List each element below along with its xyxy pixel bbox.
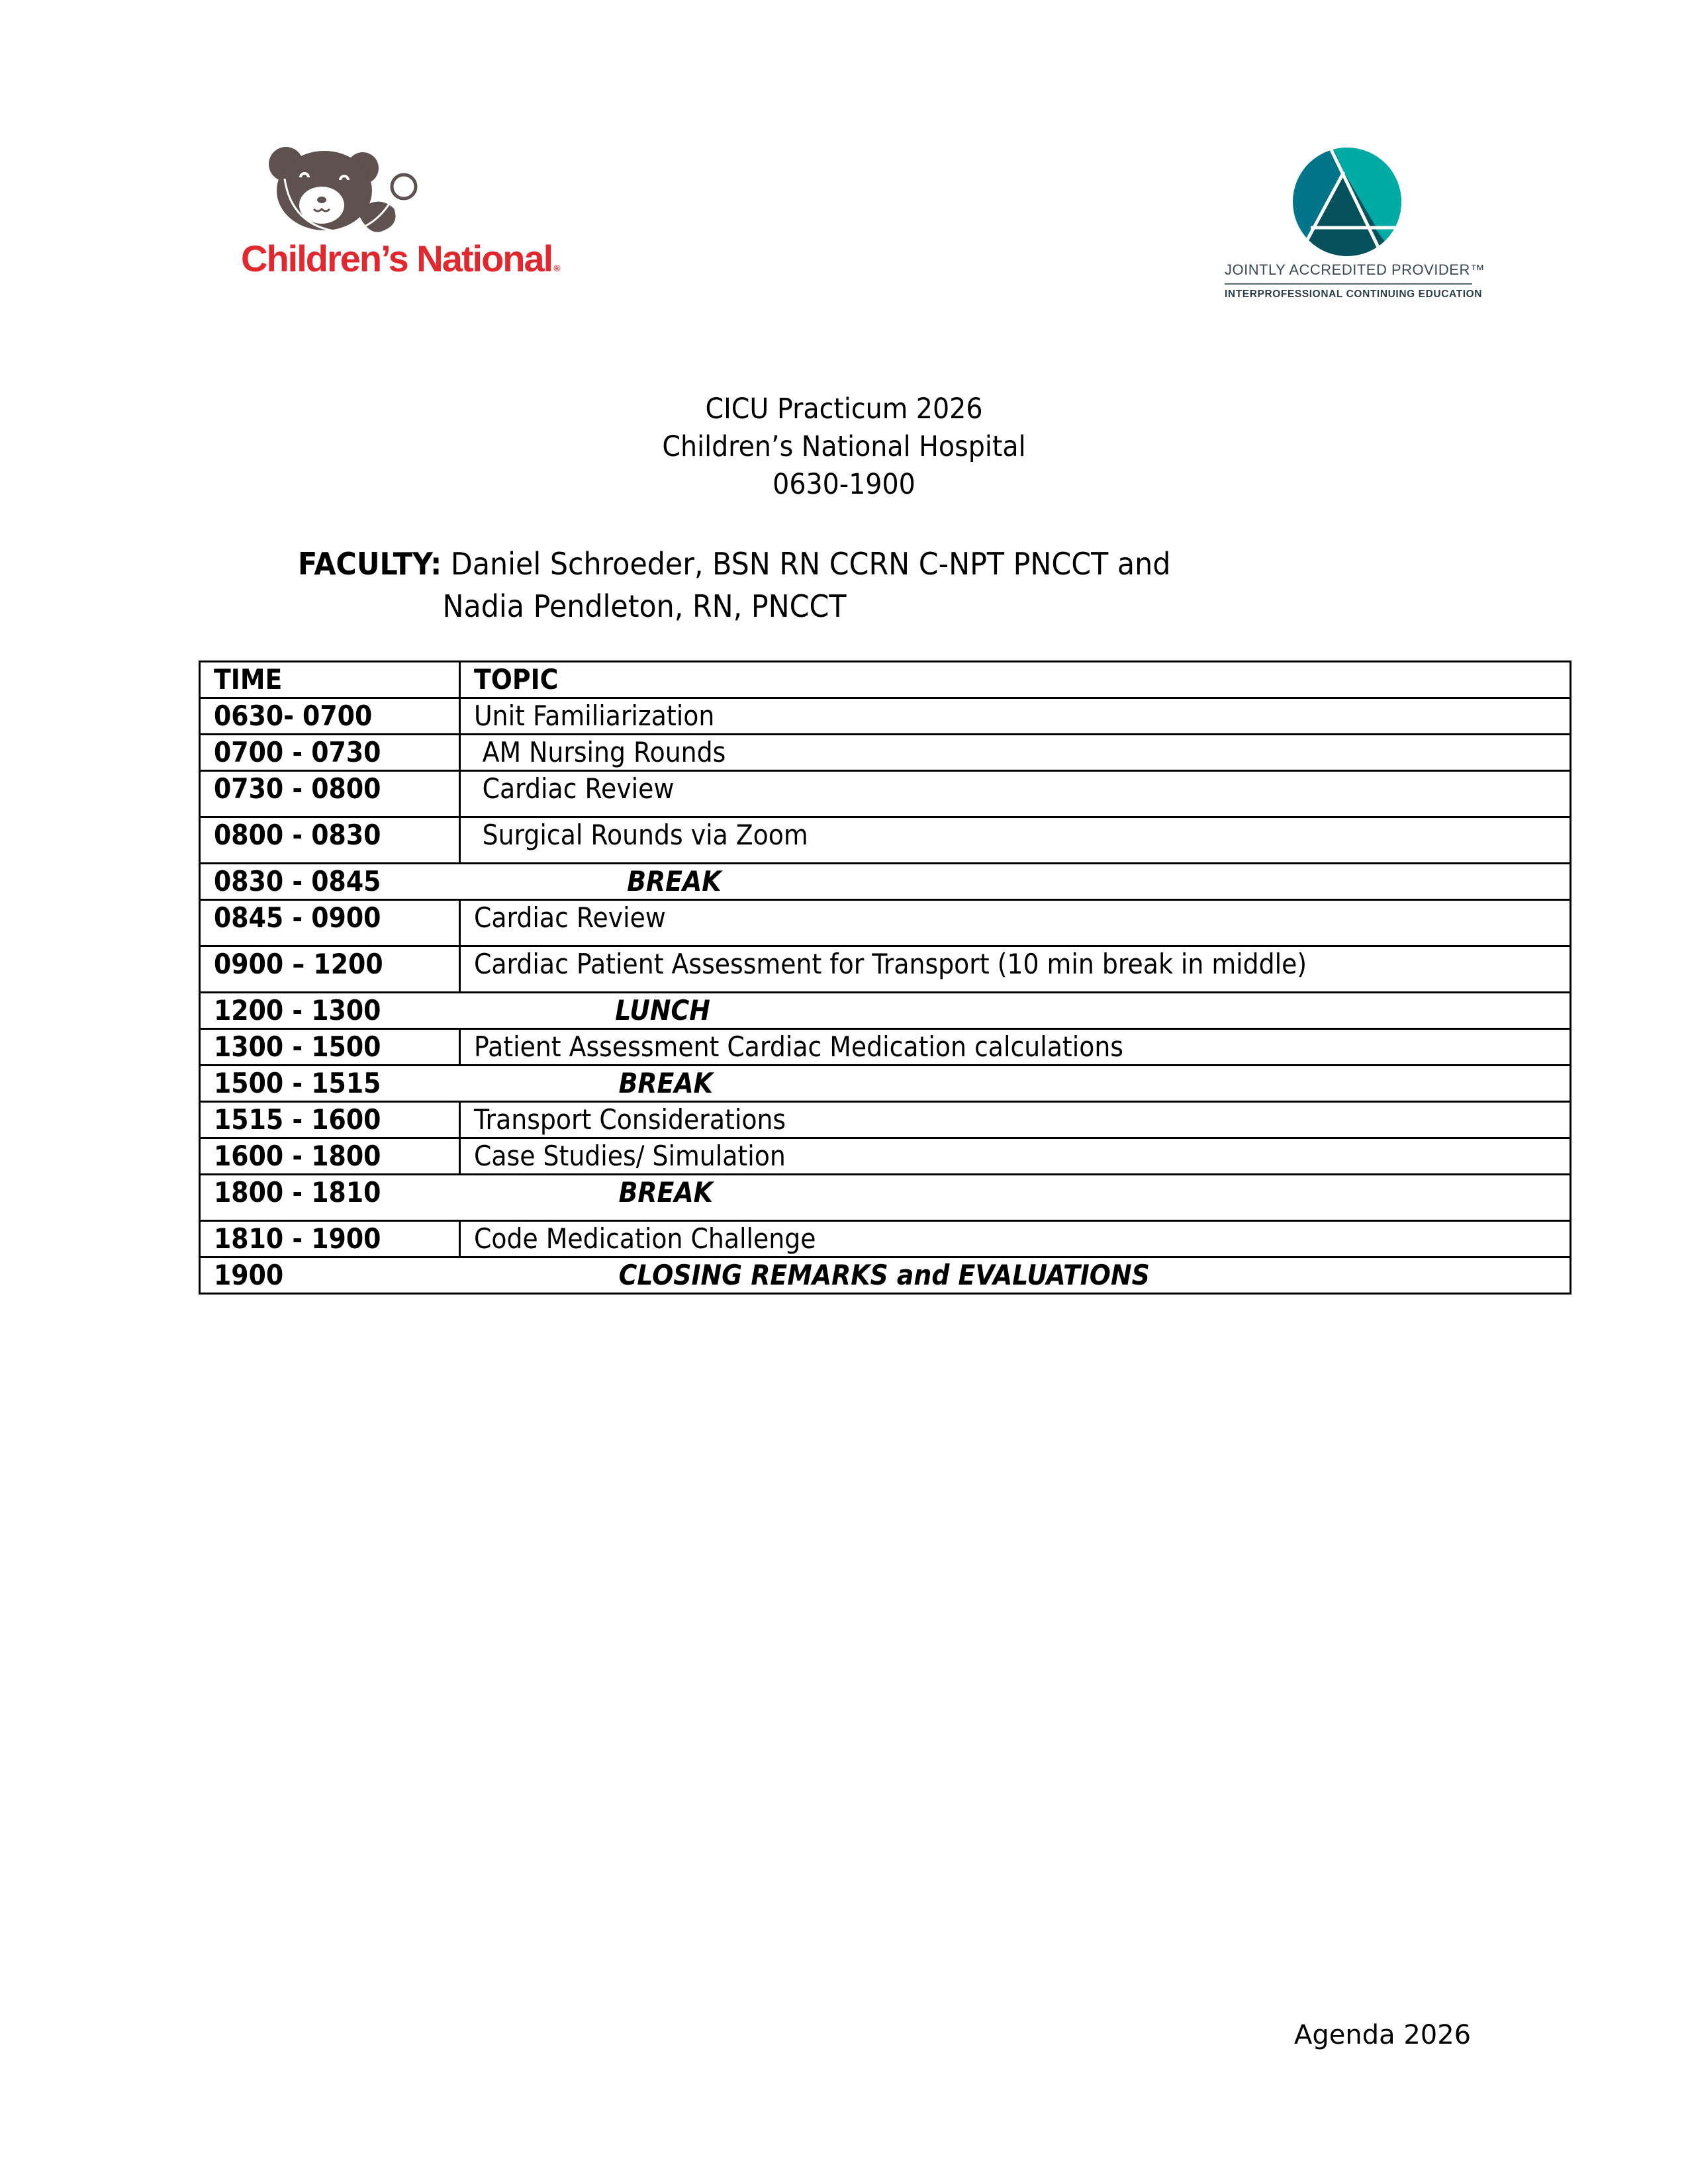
time-cell: 0900 – 1200 bbox=[200, 946, 460, 993]
table-row bbox=[200, 1138, 1571, 1175]
agenda-table bbox=[199, 660, 1571, 1295]
break-cell: BREAK bbox=[460, 864, 1571, 900]
time-cell: 1810 - 1900 bbox=[200, 1221, 460, 1257]
registered-mark: ® bbox=[553, 263, 559, 273]
footer-label: Agenda 2026 bbox=[1294, 2020, 1472, 2050]
table-row bbox=[200, 1257, 1571, 1294]
faculty-block bbox=[298, 543, 1237, 627]
topic-cell: Case Studies/ Simulation bbox=[460, 1138, 1571, 1175]
time-cell: 1300 - 1500 bbox=[200, 1029, 460, 1066]
time-cell: 1600 - 1800 bbox=[200, 1138, 460, 1175]
jointly-accredited-provider-text: JOINTLY ACCREDITED PROVIDER™ bbox=[1225, 261, 1485, 278]
table-row bbox=[200, 1029, 1571, 1066]
interprofessional-continuing-education-text: INTERPROFESSIONAL CONTINUING EDUCATION bbox=[1225, 289, 1483, 300]
topic-cell: Cardiac Review bbox=[460, 900, 1571, 946]
joint-accreditation-a-circle-icon bbox=[1291, 146, 1403, 258]
childrens-national-logo bbox=[238, 139, 583, 278]
hospital-name: Children’s National Hospital bbox=[662, 430, 1026, 463]
header-topic: TOPIC bbox=[460, 662, 1571, 698]
table-row bbox=[200, 1221, 1571, 1257]
faculty-label: FACULTY: bbox=[298, 546, 442, 582]
break-cell: LUNCH bbox=[460, 993, 1571, 1029]
time-cell: 0830 - 0845 bbox=[200, 864, 460, 900]
time-cell: 1200 - 1300 bbox=[200, 993, 460, 1029]
topic-cell: Patient Assessment Cardiac Medication calculations bbox=[460, 1029, 1571, 1066]
time-cell: 1900 bbox=[200, 1257, 460, 1294]
topic-cell: Surgical Rounds via Zoom bbox=[460, 817, 1571, 864]
time-cell: 0630- 0700 bbox=[200, 698, 460, 735]
event-hours: 0630-1900 bbox=[773, 468, 915, 501]
table-row bbox=[200, 698, 1571, 735]
time-cell: 0700 - 0730 bbox=[200, 735, 460, 771]
table-row bbox=[200, 993, 1571, 1029]
topic-cell: Code Medication Challenge bbox=[460, 1221, 1571, 1257]
time-cell: 0730 - 0800 bbox=[200, 771, 460, 817]
topic-cell: Transport Considerations bbox=[460, 1102, 1571, 1138]
jointly-accredited-provider-logo bbox=[1225, 139, 1483, 311]
table-row bbox=[200, 946, 1571, 993]
closing-cell: CLOSING REMARKS and EVALUATIONS bbox=[460, 1257, 1571, 1294]
topic-cell: AM Nursing Rounds bbox=[460, 735, 1571, 771]
time-cell: 1800 - 1810 bbox=[200, 1175, 460, 1221]
table-row bbox=[200, 1175, 1571, 1221]
teddy-bear-stethoscope-icon bbox=[258, 139, 430, 238]
header-time: TIME bbox=[200, 662, 460, 698]
faculty-member-2: Nadia Pendleton, RN, PNCCT bbox=[442, 588, 847, 624]
table-row bbox=[200, 900, 1571, 946]
table-row bbox=[200, 735, 1571, 771]
document-heading bbox=[0, 390, 1688, 504]
table-row bbox=[200, 1102, 1571, 1138]
table-row bbox=[200, 771, 1571, 817]
time-cell: 1515 - 1600 bbox=[200, 1102, 460, 1138]
logo-divider bbox=[1225, 283, 1472, 285]
topic-cell: Cardiac Patient Assessment for Transport (10 min break in middle) bbox=[460, 946, 1571, 993]
topic-cell: Unit Familiarization bbox=[460, 698, 1571, 735]
time-cell: 1500 - 1515 bbox=[200, 1066, 460, 1102]
time-cell: 0800 - 0830 bbox=[200, 817, 460, 864]
table-row bbox=[200, 1066, 1571, 1102]
faculty-member-1: Daniel Schroeder, BSN RN CCRN C-NPT PNCCT and bbox=[442, 546, 1171, 582]
break-cell: BREAK bbox=[460, 1175, 1571, 1221]
childrens-national-wordmark bbox=[241, 237, 559, 280]
time-cell: 0845 - 0900 bbox=[200, 900, 460, 946]
table-row bbox=[200, 864, 1571, 900]
topic-cell: Cardiac Review bbox=[460, 771, 1571, 817]
wordmark-text: Children’s National bbox=[241, 238, 553, 279]
break-cell: BREAK bbox=[460, 1066, 1571, 1102]
document-title: CICU Practicum 2026 bbox=[705, 392, 983, 426]
table-row bbox=[200, 817, 1571, 864]
table-header-row bbox=[200, 662, 1571, 698]
